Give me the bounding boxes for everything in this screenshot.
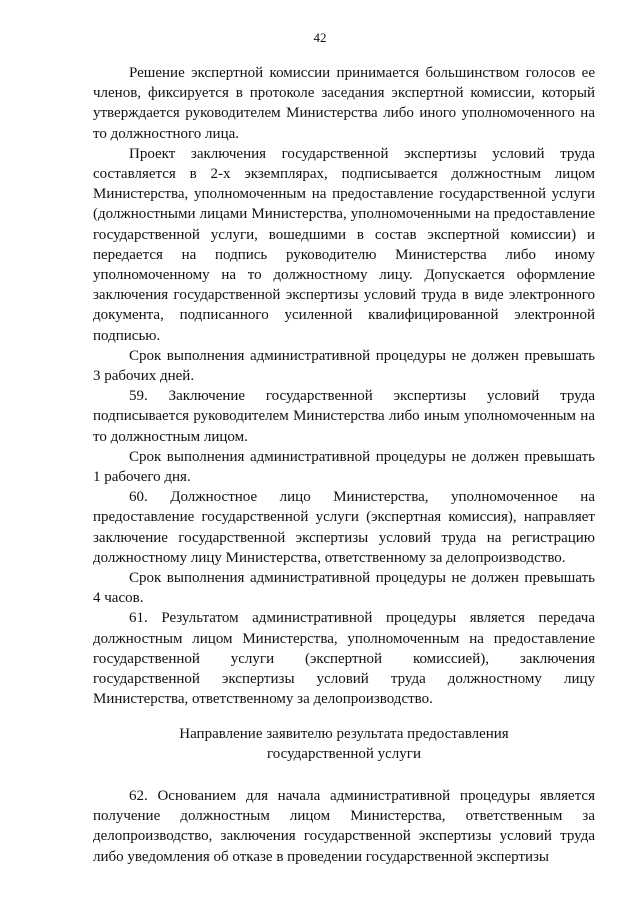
paragraph-deadline-1-day: Срок выполнения административной процедуры не должен превышать 1 рабочего дня. <box>93 448 595 486</box>
section-heading-line-2: государственной услуги <box>267 745 421 762</box>
paragraph-62: 62. Основанием для начала административной процедуры является получение должностным лицом Министерства, ответственным за делопроизводство, заключения государственной экспертизы условий труда либо уведомления об отказе в проведении государственной экспертизы <box>93 787 595 865</box>
section-heading-line-1: Направление заявителю результата предоставления <box>179 725 509 742</box>
page-number: 42 <box>313 30 327 45</box>
paragraph-61: 61. Результатом административной процедуры является передача должностным лицом Министерства, уполномоченным на предоставление государственной услуги (экспертной комиссией), заключения государственной экспертизы условий труда должностному лицу Министерства, ответственному за делопроизводство. <box>93 610 595 708</box>
section-heading <box>93 724 595 764</box>
paragraph-deadline-4-hours: Срок выполнения административной процедуры не должен превышать 4 часов. <box>93 570 595 607</box>
paragraph-60: 60. Должностное лицо Министерства, уполномоченное на предоставление государственной услуги (экспертная комиссия), направляет заключение государственной экспертизы условий труда на регистрацию должностному лицу Министерства, ответственному за делопроизводство. <box>93 489 595 566</box>
paragraph-deadline-3-days: Срок выполнения административной процедуры не должен превышать 3 рабочих дней. <box>93 347 595 385</box>
document-body <box>93 63 595 867</box>
paragraph-59: 59. Заключение государственной экспертизы условий труда подписывается руководителем Министерства либо иным уполномоченным на то должностным лицом. <box>93 388 595 445</box>
paragraph-commission-decision: Решение экспертной комиссии принимается большинством голосов ее членов, фиксируется в протоколе заседания экспертной комиссии, который утверждается руководителем Министерства либо иного уполномоченного на то должностного лица. <box>93 65 595 142</box>
paragraph-draft-conclusion: Проект заключения государственной экспертизы условий труда составляется в 2-х экземплярах, подписывается должностным лицом Министерства, уполномоченным на предоставление государственной услуги (должностными лицами Министерства, уполномоченными на предоставление государственной услуги, вошедшими в состав экспертной комиссии) и передается на подпись руководителю Министерства либо иному уполномоченному на то должностному лицу. Допускается оформление заключения государственной экспертизы условий труда в виде электронного документа, подписанного усиленной квалифицированной электронной подписью. <box>93 145 595 344</box>
